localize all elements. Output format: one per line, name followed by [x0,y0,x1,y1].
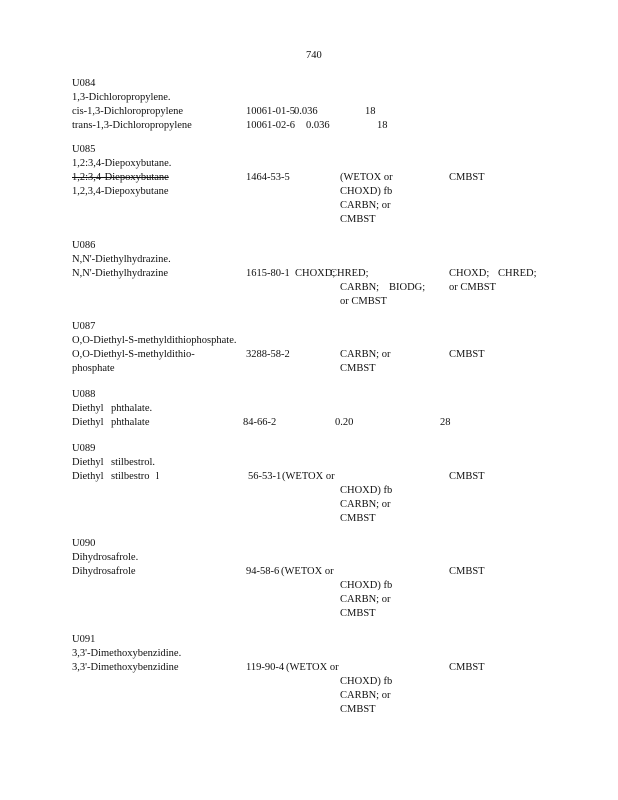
waste-title: 1,3-Dichloropropylene. [72,92,171,103]
waste-title: 3,3'-Dimethoxybenzidine. [72,648,182,659]
ww-technology: CHOXD) fb [340,676,393,687]
struck-constituent-name: 1,2:3,4-Diepoxybutane [72,172,169,183]
constituent-name-word: Diethyl [72,417,104,428]
page-number: 740 [306,50,322,61]
waste-code: U091 [72,634,96,645]
ww-technology: CMBST [340,214,376,225]
waste-title-word: Diethyl [72,457,104,468]
ww-technology: CARBN; or [340,690,391,701]
ww-technology: CARBN; or [340,200,391,211]
constituent-name: O,O-Diethyl-S-methyldithio- [72,349,195,360]
nww-technology: CMBST [449,172,485,183]
cas-number: 1615-80-1 [246,268,290,279]
waste-title-word: phthalate. [111,403,153,414]
nww-technology: or CMBST [449,282,496,293]
ww-technology: (WETOX or [282,471,335,482]
cas-number: 3288-58-2 [246,349,290,360]
ww-technology: (WETOX or [286,662,339,673]
waste-code: U087 [72,321,96,332]
ww-technology: CARBN; or [340,499,391,510]
cas-number: 10061-02-6 [246,120,295,131]
nww-technology: CHRED; [498,268,537,279]
ww-technology: CARBN; or [340,594,391,605]
nww-technology: CHOXD; [449,268,490,279]
nww-technology: CMBST [449,662,485,673]
constituent-name: trans-1,3-Dichloropropylene [72,120,192,131]
waste-code: U085 [72,144,96,155]
cas-number: 84-66-2 [243,417,277,428]
waste-title: 1,2:3,4-Diepoxybutane. [72,158,172,169]
ww-technology: CMBST [340,704,376,715]
ww-standard: 0.20 [335,417,354,428]
ww-technology: CMBST [340,608,376,619]
nww-technology: CMBST [449,471,485,482]
ww-technology: or CMBST [340,296,387,307]
constituent-name-word: stilbestro [111,471,150,482]
waste-title: Dihydrosafrole. [72,552,139,563]
nww-standard: 18 [377,120,388,131]
ww-standard: 0.036 [294,106,318,117]
waste-title-word: stilbestrol. [111,457,156,468]
ww-standard: 0.036 [306,120,330,131]
waste-title-word: Diethyl [72,403,104,414]
constituent-name: N,N'-Diethylhydrazine [72,268,169,279]
cas-number: 10061-01-5 [246,106,295,117]
ww-technology: CHOXD) fb [340,186,393,197]
constituent-name-word: l [156,471,159,482]
constituent-name: 1,2,3,4-Diepoxybutane [72,186,169,197]
waste-code: U090 [72,538,96,549]
ww-technology: (WETOX or [340,172,393,183]
waste-code: U086 [72,240,96,251]
nww-technology: CMBST [449,566,485,577]
ww-technology: (WETOX or [281,566,334,577]
nww-standard: 28 [440,417,451,428]
waste-title: N,N'-Diethylhydrazine. [72,254,171,265]
ww-technology: CMBST [340,513,376,524]
nww-technology: CMBST [449,349,485,360]
ww-technology: CHOXD) fb [340,580,393,591]
waste-title: O,O-Diethyl-S-methyldithiophosphate. [72,335,237,346]
cas-number: 56-53-1 [248,471,282,482]
ww-technology: CHRED; [330,268,369,279]
cas-number: 119-90-4 [246,662,285,673]
constituent-name-word: Diethyl [72,471,104,482]
ww-technology: BIODG; [389,282,426,293]
constituent-name: 3,3'-Dimethoxybenzidine [72,662,179,673]
waste-code: U084 [72,78,96,89]
cas-number: 94-58-6 [246,566,280,577]
cas-number: 1464-53-5 [246,172,290,183]
ww-technology: CHOXD) fb [340,485,393,496]
constituent-name: Dihydrosafrole [72,566,136,577]
ww-technology: CARBN; or [340,349,391,360]
constituent-name-word: phthalate [111,417,150,428]
ww-technology: CMBST [340,363,376,374]
waste-code: U089 [72,443,96,454]
constituent-name-continued: phosphate [72,363,115,374]
constituent-name: cis-1,3-Dichloropropylene [72,106,184,117]
ww-technology: CHOXD; [295,268,336,279]
nww-standard: 18 [365,106,376,117]
ww-technology: CARBN; [340,282,380,293]
waste-code: U088 [72,389,96,400]
